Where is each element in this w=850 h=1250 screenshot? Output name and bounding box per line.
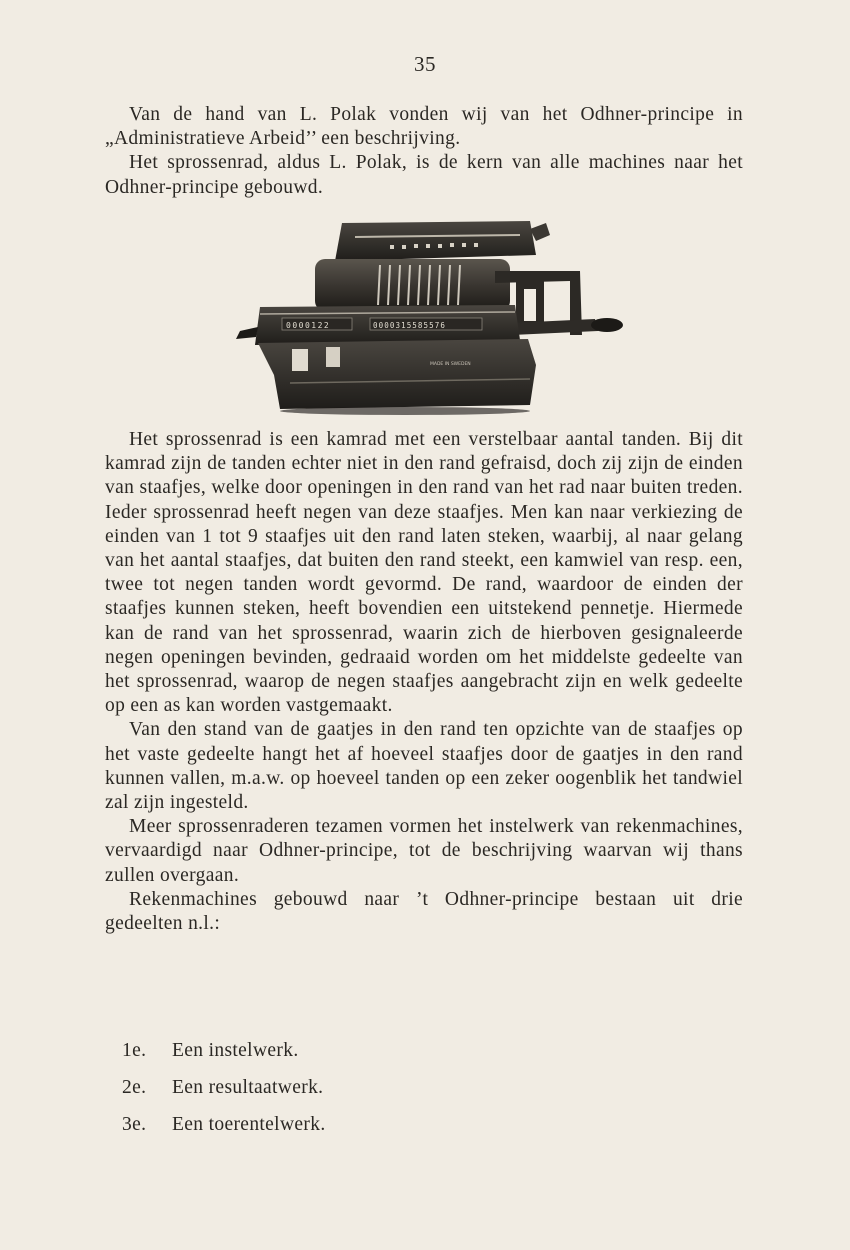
paragraph: Rekenmachines gebouwd naar ’t Odhner-principe bestaan uit drie gedeelten n.l.: <box>105 888 743 935</box>
list-text: Een toerentelwerk. <box>172 1114 326 1135</box>
list-text: Een resultaatwerk. <box>172 1077 324 1098</box>
page-number: 35 <box>414 52 436 76</box>
paragraph: Het sprossenrad is een kamrad met een verstelbaar aantal tanden. Bij dit kamrad zijn de tanden echter niet in den rand gefraisd, doch zij zijn de einden van staafjes, welke door openingen in den rand van het rad naar buiten treden. Ieder sprossenrad heeft negen van deze staafjes. Men kan naar verkiezing de einden van 1 tot 9 staafjes uit den rand laten steken, waarbij, al naar gelang van het aantal staafjes, dat buiten den rand steekt, een kamwiel van resp. een, twee tot negen tanden wordt gevormd. De rand, waardoor de einden der staafjes kunnen steken, heeft bovendien een uitstekend pennetje. Hiermede kan de rand van het sprossenrad, waarin zich de hierboven gesignaleerde negen openingen bevinden, gedraaid worden om het middelste gedeelte van het sprossenrad, waarop de negen staafjes aangebracht zijn en welk gedeelte op een as kan worden vastgemaakt. <box>105 429 743 717</box>
parts-list <box>122 1040 326 1151</box>
list-item <box>122 1077 326 1114</box>
counter-right: 0000315585576 <box>373 321 446 330</box>
calculating-machine-photo <box>230 215 626 415</box>
paragraph: Van de hand van L. Polak vonden wij van het Odhner-principe in „Administratieve Arbeid’’ een beschrijving. <box>105 104 743 150</box>
body-text <box>105 428 743 936</box>
list-item <box>122 1040 326 1077</box>
list-number: 2e. <box>122 1077 147 1098</box>
paragraph: Het sprossenrad, aldus L. Polak, is de kern van alle machines naar het Odhner-principe gebouwd. <box>105 152 743 198</box>
list-item <box>122 1114 326 1151</box>
list-number: 1e. <box>122 1040 147 1061</box>
list-number: 3e. <box>122 1114 147 1135</box>
paragraph: Van den stand van de gaatjes in den rand ten opzichte van de staafjes op het vaste gedeelte hangt het af hoeveel staafjes door de gaatjes in den rand kunnen vallen, m.a.w. op hoeveel tanden op een zeker oogenblik het tandwiel zal zijn ingesteld. <box>105 719 743 814</box>
intro-text <box>105 103 743 200</box>
paragraph: Meer sprossenraderen tezamen vormen het instelwerk van rekenmachines, vervaardigd naar Odhner-principe, tot de beschrijving waarvan wij thans zullen overgaan. <box>105 816 743 886</box>
maker-plate: MADE IN SWEDEN <box>430 362 471 367</box>
list-text: Een instelwerk. <box>172 1040 299 1061</box>
counter-left: 0000122 <box>286 321 331 330</box>
